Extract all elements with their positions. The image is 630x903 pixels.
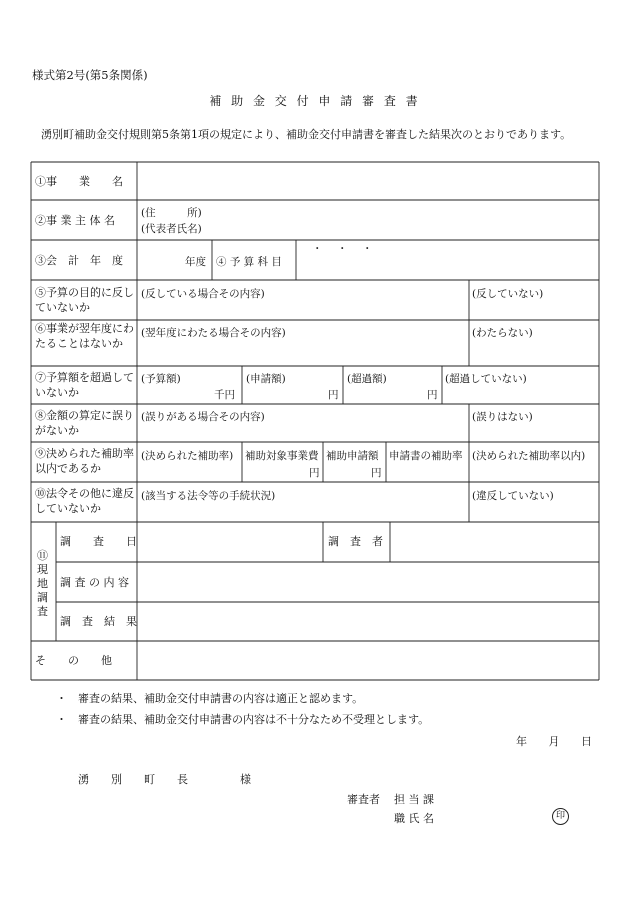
law-ok: (違反していない) — [472, 490, 554, 502]
address-label: (住 所) — [141, 207, 202, 219]
calculation-ok: (誤りはない) — [472, 411, 533, 423]
label-calculation: ⑧金額の算定に誤りがないか — [35, 409, 134, 437]
label-subsidy-rate: ⑨決められた補助率以内であるか — [35, 447, 134, 475]
law-note: (該当する法令等の手続状況) — [141, 490, 276, 502]
fiscal-year-suffix: 年度 — [185, 256, 206, 268]
excess-amount-unit: 円 — [427, 389, 438, 401]
label-survey-date: 調 査 日 — [60, 535, 137, 548]
field-project-name[interactable] — [138, 163, 598, 199]
form-number: 様式第2号(第5条関係) — [32, 68, 148, 82]
result-approved[interactable]: ・ 審査の結果、補助金交付申請書の内容は適正と認めます。 — [56, 692, 364, 705]
calculation-note: (誤りがある場合その内容) — [141, 411, 265, 423]
target-cost-unit: 円 — [309, 467, 320, 479]
subsidy-request-unit: 円 — [371, 467, 382, 479]
label-survey-content: 調 査 の 内 容 — [60, 576, 129, 589]
application-rate-label: 申請書の補助率 — [389, 450, 463, 462]
seal-icon: 印 — [552, 808, 569, 825]
label-site-survey: ⑪現地調査 — [37, 549, 48, 618]
intro-paragraph: 湧別町補助金交付規則第5条第1項の規定により、補助金交付申請書を審査した結果次のとおりであります。 — [41, 128, 572, 141]
subsidy-request-label: 補助申請額 — [326, 450, 379, 462]
budget-amount-unit: 千円 — [214, 389, 235, 401]
label-survey-result: 調 査 結 果 — [60, 615, 137, 628]
addressee-mayor: 湧別町長 — [78, 773, 210, 786]
label-project-name: ①事 業 名 — [35, 175, 123, 188]
excess-amount-label: (超過額) — [347, 373, 387, 385]
examiner-label: 審査者 — [347, 793, 380, 806]
set-rate-label: (決められた補助率) — [141, 450, 234, 462]
request-amount-unit: 円 — [328, 389, 339, 401]
document-title: 補 助 金 交 付 申 請 審 査 書 — [209, 94, 421, 108]
result-rejected[interactable]: ・ 審査の結果、補助金交付申請書の内容は不十分なため不受理とします。 — [56, 713, 430, 726]
carryover-note: (翌年度にわたる場合その内容) — [141, 327, 286, 339]
subsidy-rate-ok: (決められた補助率以内) — [472, 450, 586, 462]
label-fiscal-year: ③会 計 年 度 — [35, 254, 123, 267]
department-label: 担 当 課 — [394, 793, 434, 806]
date-line: 年 月 日 — [516, 735, 592, 748]
representative-label: (代表者氏名) — [141, 223, 202, 235]
label-survey-examiner: 調 査 者 — [328, 535, 383, 548]
purpose-note: (反している場合その内容) — [141, 288, 265, 300]
budget-item-dots: ・ ・ ・ — [312, 243, 375, 255]
label-purpose: ⑤予算の目的に反していないか — [35, 286, 134, 314]
request-amount-label: (申請額) — [246, 373, 286, 385]
purpose-ok: (反していない) — [472, 288, 544, 300]
label-carryover: ⑥事業が翌年度にわたることはないか — [35, 322, 134, 350]
result-options — [56, 688, 429, 730]
carryover-ok: (わたらない) — [472, 327, 533, 339]
budget-amount-label: (予算額) — [141, 373, 181, 385]
label-other: そ の 他 — [35, 654, 112, 667]
overbudget-ok: (超過していない) — [445, 373, 527, 385]
label-entity: ②事 業 主 体 名 — [35, 214, 115, 227]
target-cost-label: 補助対象事業費 — [245, 450, 319, 462]
label-budget-item: ④ 予 算 科 目 — [216, 256, 282, 268]
title-name-label: 職 氏 名 — [394, 812, 434, 825]
label-law-compliance: ⑩法令その他に違反していないか — [35, 487, 134, 515]
addressee-honorific: 様 — [240, 773, 251, 786]
label-overbudget: ⑦予算額を超過していないか — [35, 371, 134, 399]
